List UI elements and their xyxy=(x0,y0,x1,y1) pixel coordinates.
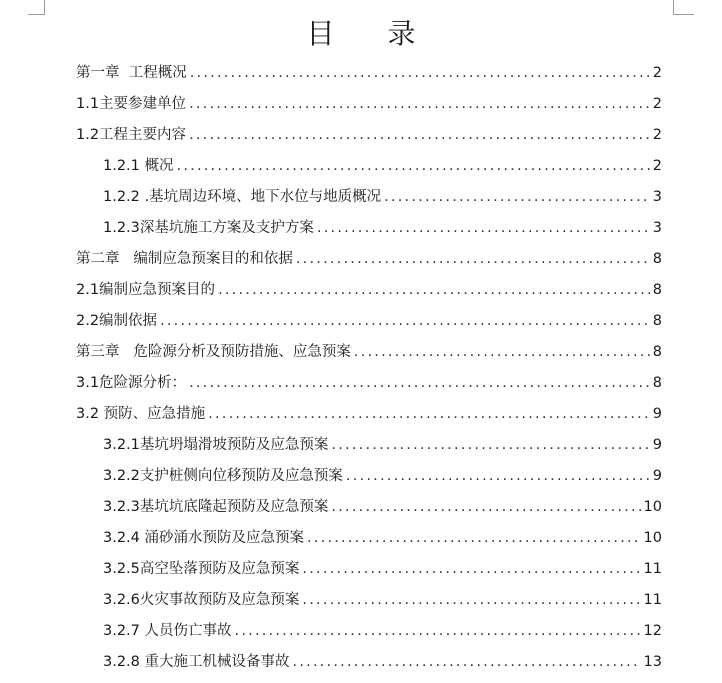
toc-entry-title: 3.2.1基坑坍塌滑坡预防及应急预案 xyxy=(103,437,329,453)
toc-dot-leader xyxy=(307,523,641,554)
toc-page-number: 8 xyxy=(652,251,662,267)
toc-dot-leader xyxy=(218,275,650,306)
toc-entry[interactable] xyxy=(76,120,662,151)
toc-entry[interactable] xyxy=(103,430,662,461)
toc-entry[interactable] xyxy=(103,554,662,585)
toc-dot-leader xyxy=(296,244,650,275)
toc-dot-leader xyxy=(384,182,650,213)
toc-page-number: 9 xyxy=(652,406,662,422)
toc-entry[interactable] xyxy=(76,368,662,399)
toc-entry[interactable] xyxy=(103,213,662,244)
toc-page-number: 11 xyxy=(643,592,662,608)
toc-entry-title: 3.2.8 重大施工机械设备事故 xyxy=(103,654,290,670)
toc-entry-title: 3.2.3基坑坑底隆起预防及应急预案 xyxy=(103,499,329,515)
toc-entry-title: 2.1编制应急预案目的 xyxy=(76,282,216,298)
page-corner-mark-left xyxy=(28,0,45,15)
toc-dot-leader xyxy=(331,430,649,461)
toc-dot-leader xyxy=(160,306,650,337)
toc-entry-title: 第一章 工程概况 xyxy=(76,65,187,81)
toc-page-number: 11 xyxy=(643,561,662,577)
toc-dot-leader xyxy=(302,554,640,585)
toc-entry[interactable] xyxy=(103,647,662,678)
toc-entry-title: 3.2.6火灾事故预防及应急预案 xyxy=(103,592,300,608)
toc-dot-leader xyxy=(208,399,650,430)
toc-page-number: 2 xyxy=(652,96,662,112)
toc-page-number: 3 xyxy=(652,220,662,236)
toc-page-number: 2 xyxy=(652,127,662,143)
toc-page-number: 8 xyxy=(652,282,662,298)
toc-entry[interactable] xyxy=(103,151,662,182)
toc-entry[interactable] xyxy=(103,523,662,554)
toc-page-number: 13 xyxy=(643,654,662,670)
toc-entry[interactable] xyxy=(103,616,662,647)
toc-page-number: 3 xyxy=(652,189,662,205)
toc-entry-title: 2.2编制依据 xyxy=(76,313,158,329)
toc-page-number: 8 xyxy=(652,375,662,391)
toc-entry[interactable] xyxy=(103,461,662,492)
toc-entry-title: 3.2 预防、应急措施 xyxy=(76,406,206,422)
toc-entry[interactable] xyxy=(103,585,662,616)
toc-entry[interactable] xyxy=(76,89,662,120)
toc-entry-title: 3.2.4 涌砂涌水预防及应急预案 xyxy=(103,530,305,546)
toc-page-number: 12 xyxy=(643,623,662,639)
toc-page-number: 2 xyxy=(652,158,662,174)
toc-entry-title: 3.2.7 人员伤亡事故 xyxy=(103,623,232,639)
toc-entry-title: 3.2.2支护桩侧向位移预防及应急预案 xyxy=(103,468,343,484)
toc-entry[interactable] xyxy=(76,337,662,368)
toc-dot-leader xyxy=(331,492,640,523)
toc-entry-title: 第二章 编制应急预案目的和依据 xyxy=(76,251,293,267)
toc-entry[interactable] xyxy=(76,275,662,306)
toc-page-number: 10 xyxy=(643,530,662,546)
toc-dot-leader xyxy=(302,585,640,616)
document-title: 目 录 xyxy=(306,17,438,50)
toc-entry-title: 1.1主要参建单位 xyxy=(76,96,187,112)
toc-dot-leader xyxy=(235,616,641,647)
toc-dot-leader xyxy=(177,151,650,182)
toc-page-number: 8 xyxy=(652,344,662,360)
toc-page-number: 9 xyxy=(652,468,662,484)
toc-dot-leader xyxy=(317,213,650,244)
toc-entry-title: 1.2工程主要内容 xyxy=(76,127,187,143)
toc-dot-leader xyxy=(346,461,650,492)
page-corner-mark-right xyxy=(673,0,694,15)
toc-page-number: 8 xyxy=(652,313,662,329)
toc-entry-title: 1.2.2 .基坑周边环境、地下水位与地质概况 xyxy=(103,189,382,205)
toc-dot-leader xyxy=(189,120,650,151)
toc-entry[interactable] xyxy=(103,182,662,213)
toc-entry-title: 3.2.5高空坠落预防及应急预案 xyxy=(103,561,300,577)
toc-entry[interactable] xyxy=(76,244,662,275)
toc-dot-leader xyxy=(189,368,650,399)
toc-dot-leader xyxy=(293,647,641,678)
toc-page-number: 2 xyxy=(652,65,662,81)
toc-entry-title: 1.2.3深基坑施工方案及支护方案 xyxy=(103,220,314,236)
toc-entry[interactable] xyxy=(103,492,662,523)
toc-entry-title: 3.1危险源分析： xyxy=(76,375,187,391)
toc-entry-title: 1.2.1 概况 xyxy=(103,158,174,174)
toc-entry[interactable] xyxy=(76,306,662,337)
toc-dot-leader xyxy=(189,89,650,120)
toc-dot-leader xyxy=(354,337,650,368)
toc-page-number: 9 xyxy=(652,437,662,453)
toc-entry[interactable] xyxy=(76,58,662,89)
toc-entry[interactable] xyxy=(76,399,662,430)
toc-page-number: 10 xyxy=(643,499,662,515)
toc-dot-leader xyxy=(190,58,650,89)
toc-entry-title: 第三章 危险源分析及预防措施、应急预案 xyxy=(76,344,351,360)
